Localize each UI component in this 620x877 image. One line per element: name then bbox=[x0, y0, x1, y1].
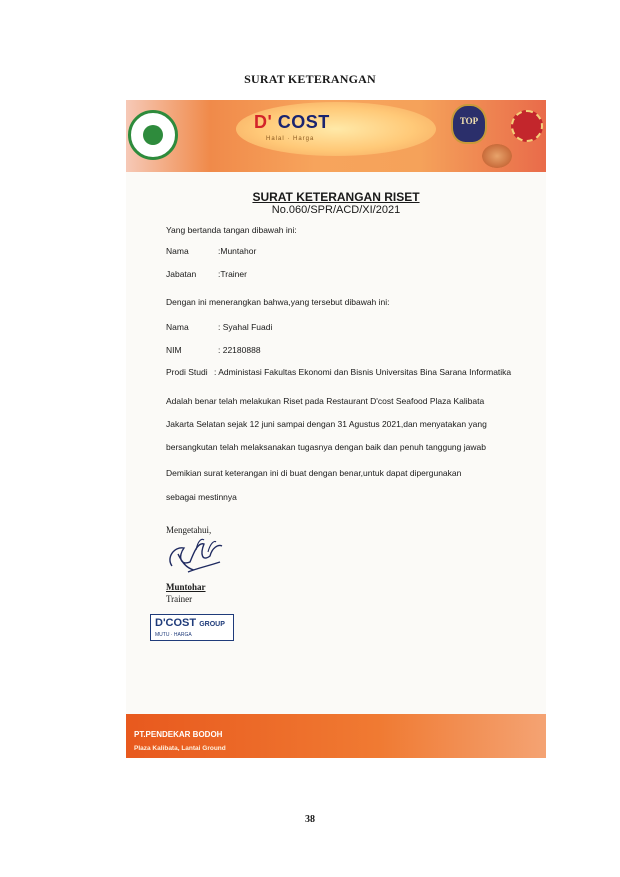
subject-name-label: Nama bbox=[166, 322, 189, 332]
closing-line-2: sebagai mestinnya bbox=[166, 492, 237, 502]
letter-title: SURAT KETERANGAN RISET bbox=[252, 190, 420, 204]
stamp-brand: D'COST bbox=[155, 617, 197, 629]
award-badge-icon bbox=[511, 110, 543, 142]
signer-name-row bbox=[166, 246, 256, 256]
top-brand-badge: TOP bbox=[451, 104, 487, 144]
scanned-letter bbox=[126, 100, 546, 758]
brand-tagline: Halal · Harga bbox=[266, 136, 315, 142]
stamp-subtitle: MUTU · HARGA bbox=[155, 632, 192, 638]
signer-name-value: :Muntahor bbox=[218, 246, 257, 256]
signer-position-value: :Trainer bbox=[218, 269, 247, 279]
body-line-2: Jakarta Selatan sejak 12 juni sampai dengan 31 Agustus 2021,dan menyatakan yang bbox=[166, 419, 487, 429]
footer-company: PT.PENDEKAR BODOH bbox=[134, 730, 223, 739]
body-line-1: Adalah benar telah melakukan Riset pada Restaurant D'cost Seafood Plaza Kalibata bbox=[166, 396, 485, 406]
letter-intro: Yang bertanda tangan dibawah ini: bbox=[166, 225, 297, 235]
closing-line-1: Demikian surat keterangan ini di buat dengan benar,untuk dapat dipergunakan bbox=[166, 468, 462, 478]
subject-prodi-value: : Administasi Fakultas Ekonomi dan Bisnis Universitas Bina Sarana Informatika bbox=[214, 367, 512, 377]
footer-address: Plaza Kalibata, Lantai Ground bbox=[134, 745, 226, 752]
signer-position-label: Jabatan bbox=[166, 269, 197, 279]
subject-prodi-label: Prodi Studi bbox=[166, 367, 208, 377]
page-heading: SURAT KETERANGAN bbox=[244, 72, 376, 86]
footer-band bbox=[126, 714, 546, 758]
brand-logo bbox=[254, 112, 330, 133]
letterhead-banner bbox=[126, 100, 546, 172]
page-number: 38 bbox=[305, 814, 315, 825]
brand-name: COST bbox=[277, 112, 330, 132]
brand-prefix: D' bbox=[254, 112, 273, 132]
halal-seal-icon bbox=[128, 110, 178, 160]
statement: Dengan ini menerangkan bahwa,yang tersebut dibawah ini: bbox=[166, 297, 390, 307]
company-stamp bbox=[150, 614, 234, 641]
subject-nim-value: : 22180888 bbox=[218, 345, 261, 355]
letter-number: No.060/SPR/ACD/XI/2021 bbox=[271, 204, 401, 216]
signer-name-label: Nama bbox=[166, 246, 189, 256]
subject-name-row bbox=[166, 322, 272, 332]
handwritten-signature bbox=[164, 532, 228, 578]
signer-position-row bbox=[166, 269, 247, 279]
stamp-group: GROUP bbox=[199, 621, 225, 628]
food-decoration-icon bbox=[482, 144, 512, 168]
signatory-title: Trainer bbox=[166, 594, 193, 604]
acknowledged-label: Mengetahui, bbox=[166, 525, 212, 535]
subject-prodi-row bbox=[166, 367, 511, 377]
signatory-name: Muntohar bbox=[166, 582, 206, 592]
subject-nim-row bbox=[166, 345, 261, 355]
body-line-3: bersangkutan telah melaksanakan tugasnya dengan baik dan penuh tanggung jawab bbox=[166, 442, 486, 452]
subject-nim-label: NIM bbox=[166, 345, 182, 355]
subject-name-value: : Syahal Fuadi bbox=[218, 322, 273, 332]
